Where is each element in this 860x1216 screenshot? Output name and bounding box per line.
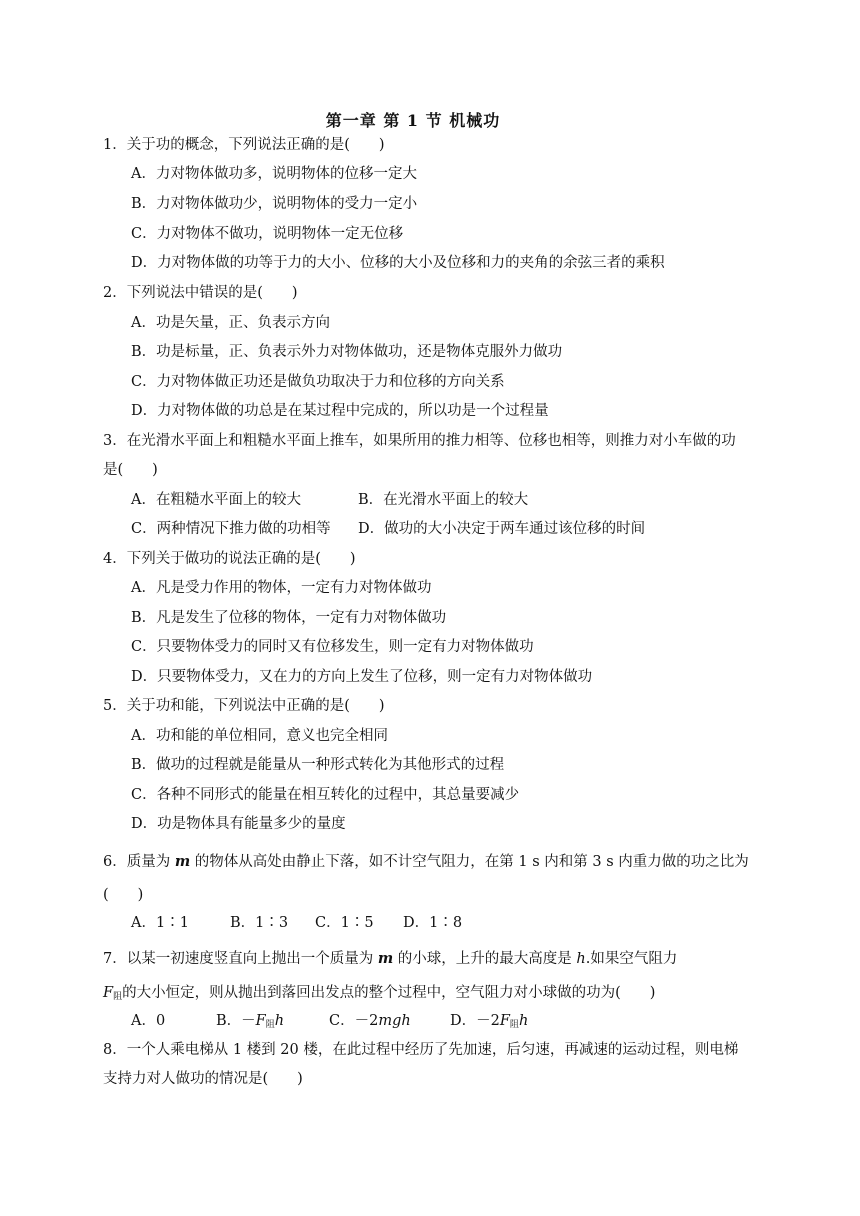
question-7-stem	[103, 949, 677, 969]
question-3-stem: 3．在光滑水平面上和粗糙水平面上推车，如果所用的推力相等、位移也相等，则推力对小车做的功	[103, 433, 736, 449]
q7-b-var-h: h	[274, 1013, 285, 1029]
question-3-option-a: A．在粗糙水平面上的较大	[131, 492, 301, 508]
question-7-option-a: A．0	[131, 1013, 166, 1029]
question-7-option-c	[329, 1011, 411, 1031]
q7-d-sub: 阻	[509, 1020, 519, 1030]
question-3-option-d: D．做功的大小决定于两车通过该位移的时间	[358, 521, 646, 537]
question-4-stem: 4．下列关于做功的说法正确的是( )	[103, 551, 356, 567]
q7-sub-resistance: 阻	[113, 992, 123, 1002]
q7-c-mgh: mgh	[378, 1013, 411, 1029]
question-6-option-d: D．1∶8	[403, 915, 463, 931]
question-2-option-d: D．力对物体做的功总是在某过程中完成的，所以功是一个过程量	[131, 403, 549, 419]
question-4-option-b: B．凡是发生了位移的物体，一定有力对物体做功	[131, 610, 447, 626]
q7-b-var-f: F	[255, 1013, 266, 1029]
q6-stem-part-b: 的物体从高处由静止下落，如不计空气阻力，在第 1 s 内和第 3 s 内重力做的功之比为	[190, 854, 749, 870]
question-4-option-c: C．只要物体受力的同时又有位移发生，则一定有力对物体做功	[131, 639, 534, 655]
question-3-stem-cont: 是( )	[103, 462, 158, 478]
q7-stem-part-b: 的小球，上升的最大高度是	[393, 951, 577, 967]
question-1-option-d: D．力对物体做的功等于力的大小、位移的大小及位移和力的夹角的余弦三者的乘积	[131, 255, 665, 271]
question-4-option-a: A．凡是受力作用的物体，一定有力对物体做功	[131, 580, 432, 596]
q7-d-var-f: F	[499, 1013, 510, 1029]
q7-c-prefix: C．－2	[329, 1013, 379, 1029]
question-6-option-c: C．1∶5	[315, 915, 374, 931]
q7-var-f: F	[103, 985, 114, 1001]
question-5-option-b: B．做功的过程就是能量从一种形式转化为其他形式的过程	[131, 757, 505, 773]
q7-var-h: h	[576, 951, 586, 967]
question-7-stem-cont	[103, 983, 655, 1007]
q7-b-sub: 阻	[265, 1020, 275, 1030]
question-3-option-b: B．在光滑水平面上的较大	[358, 492, 529, 508]
question-8-stem: 8．一个人乘电梯从 1 楼到 20 楼，在此过程中经历了先加速，后匀速，再减速的运动过程，则电梯	[103, 1042, 739, 1058]
q7-d-var-h: h	[518, 1013, 529, 1029]
question-2-stem: 2．下列说法中错误的是( )	[103, 285, 298, 301]
question-5-option-d: D．功是物体具有能量多少的量度	[131, 816, 346, 832]
question-1-option-b: B．力对物体做功少，说明物体的受力一定小	[131, 196, 418, 212]
question-6-stem	[103, 852, 749, 872]
question-6-option-a: A．1∶1	[131, 915, 189, 931]
q7-var-m: m	[377, 950, 394, 967]
question-1-option-c: C．力对物体不做功，说明物体一定无位移	[131, 226, 404, 242]
question-3-option-c: C．两种情况下推力做的功相等	[131, 521, 331, 537]
question-7-option-b	[216, 1011, 284, 1035]
question-1-option-a: A．力对物体做功多，说明物体的位移一定大	[131, 166, 417, 182]
q7-stem-part-c: .如果空气阻力	[585, 951, 678, 967]
question-2-option-c: C．力对物体做正功还是做负功取决于力和位移的方向关系	[131, 374, 505, 390]
question-5-stem: 5．关于功和能，下列说法中正确的是( )	[103, 698, 385, 714]
page-title: 第一章 第 1 节 机械功	[325, 111, 501, 130]
question-6-option-b: B．1∶3	[230, 915, 289, 931]
q7-b-prefix: B．－	[216, 1013, 256, 1029]
question-6-stem-cont: ( )	[103, 887, 144, 903]
q6-stem-part-a: 6．质量为	[103, 854, 175, 870]
question-8-stem-cont: 支持力对人做功的情况是( )	[103, 1071, 303, 1087]
q6-var-m: m	[174, 853, 191, 870]
question-5-option-a: A．功和能的单位相同，意义也完全相同	[131, 728, 388, 744]
question-1-stem: 1．关于功的概念，下列说法正确的是( )	[103, 137, 385, 153]
question-7-option-d	[450, 1011, 528, 1035]
question-4-option-d: D．只要物体受力，又在力的方向上发生了位移，则一定有力对物体做功	[131, 669, 593, 685]
q7-d-prefix: D．－2	[450, 1013, 500, 1029]
question-2-option-a: A．功是矢量，正、负表示方向	[131, 315, 330, 331]
q7-stem-part-d: 的大小恒定，则从抛出到落回出发点的整个过程中，空气阻力对小球做的功为( )	[122, 985, 656, 1001]
question-5-option-c: C．各种不同形式的能量在相互转化的过程中，其总量要减少	[131, 787, 520, 803]
question-2-option-b: B．功是标量，正、负表示外力对物体做功，还是物体克服外力做功	[131, 344, 563, 360]
q7-stem-part-a: 7．以某一初速度竖直向上抛出一个质量为	[103, 951, 378, 967]
